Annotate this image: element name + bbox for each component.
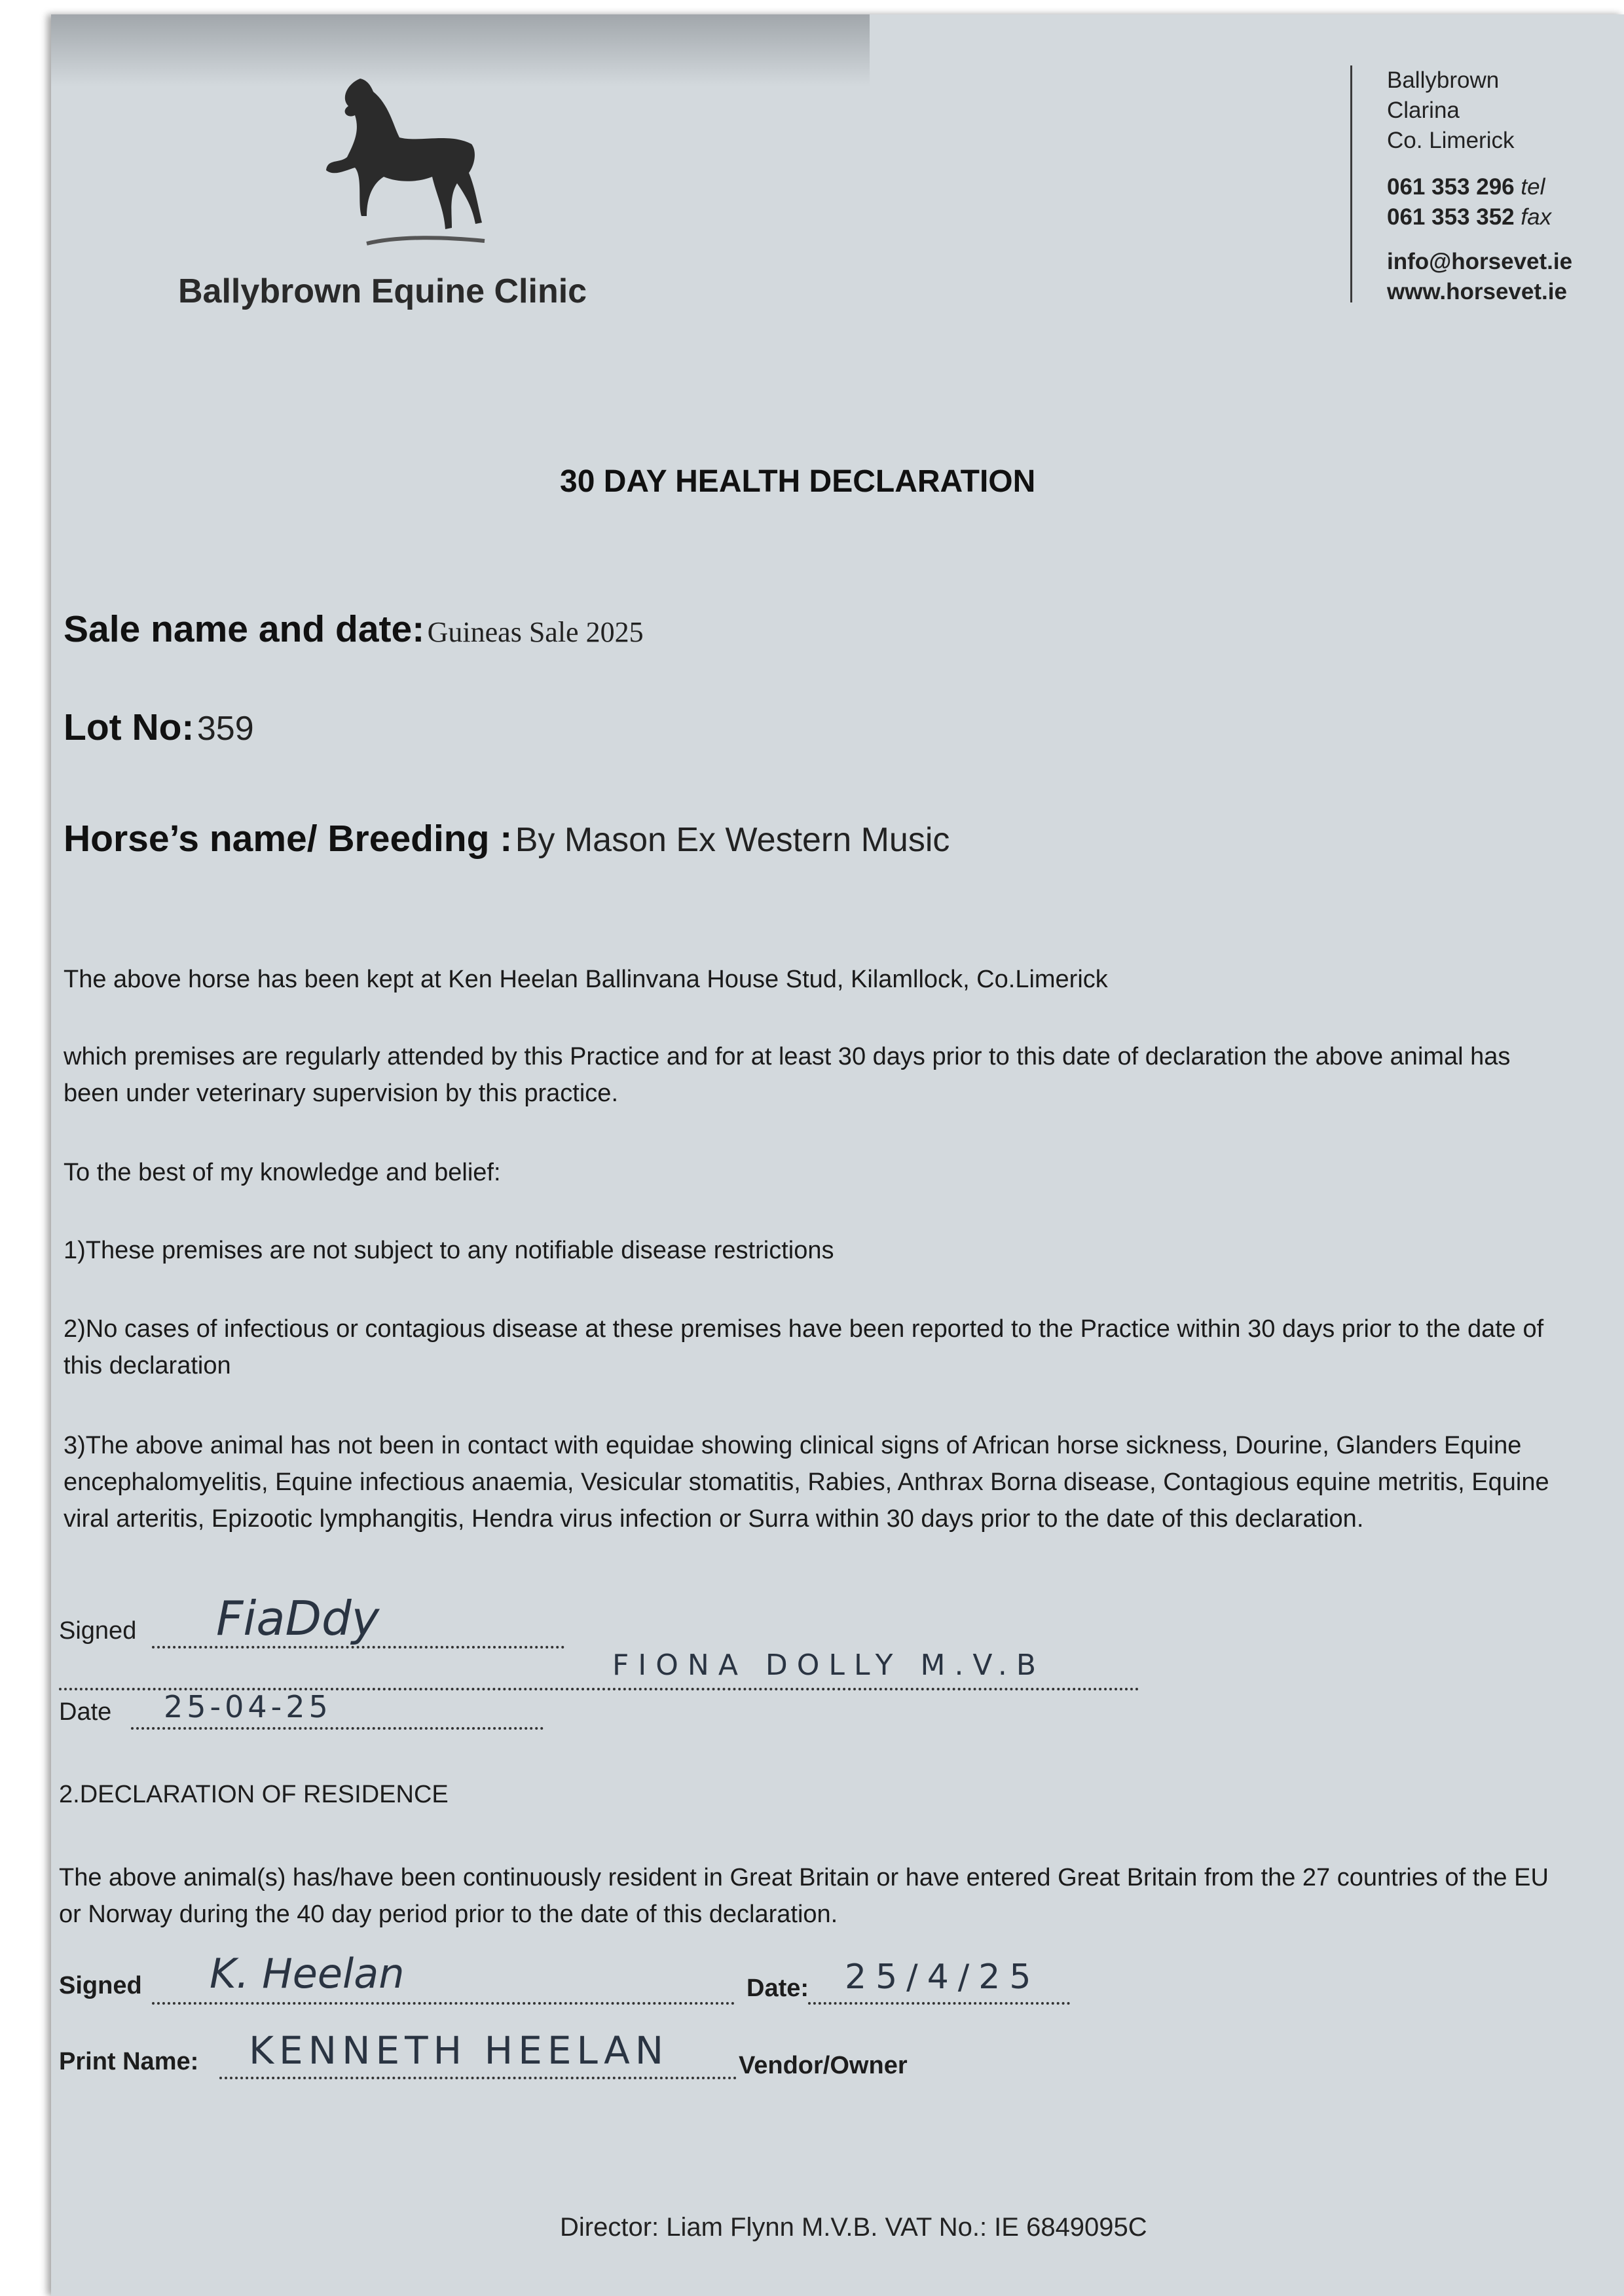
tel-line xyxy=(1387,174,1545,200)
print-name-value: KENNETH HEELAN xyxy=(249,2028,669,2073)
owner-signed-label: Signed xyxy=(59,1972,142,1999)
residence-text: The above animal(s) has/have been continuously resident in Great Britain or have entered Great Britain from the 27 countries of the EU or Norway during the 40 day period prior to the date of this declaration. xyxy=(59,1864,1549,1928)
footer-text: Director: Liam Flynn M.V.B. VAT No.: IE 6849095C xyxy=(560,2213,1147,2242)
document-title: 30 DAY HEALTH DECLARATION xyxy=(560,464,1036,499)
vet-date-label: Date xyxy=(59,1698,112,1726)
owner-date-label: Date: xyxy=(747,1975,809,2002)
address-line: Clarina xyxy=(1387,98,1460,123)
lot-field xyxy=(64,706,254,749)
vet-date-value: 25-04-25 xyxy=(164,1689,332,1724)
vendor-owner-label: Vendor/Owner xyxy=(739,2052,908,2079)
rearing-horse-logo-icon xyxy=(321,72,491,255)
website-link[interactable]: www.horsevet.ie xyxy=(1387,279,1567,304)
vet-printed-name: FIONA DOLLY M.V.B xyxy=(612,1649,1046,1682)
vet-signed-label: Signed xyxy=(59,1617,137,1645)
item-3: 3)The above animal has not been in contact with equidae showing clinical signs of African horse sickness, Dourine, Glanders Equine encephalomyelitis, Equine infectious anaemia, Vesicular stomatitis, Rabies, Anthrax Borna disease, Contagious equine metritis, Equine viral arteritis, Epizootic lymphangitis, Hendra virus infection or Surra within 30 days prior to the date of this declaration. xyxy=(64,1432,1549,1533)
item-1: 1)These premises are not subject to any notifiable disease restrictions xyxy=(64,1237,834,1264)
address-line: Co. Limerick xyxy=(1387,128,1515,153)
tel-number: 061 353 296 xyxy=(1387,174,1515,200)
fax-number: 061 353 352 xyxy=(1387,204,1515,230)
address-line: Ballybrown xyxy=(1387,67,1500,93)
vet-signature: FiaDdy xyxy=(216,1591,380,1646)
header-divider xyxy=(1350,65,1352,302)
owner-signature: K. Heelan xyxy=(210,1950,405,1997)
owner-signature-line xyxy=(152,1997,735,2005)
item-2: 2)No cases of infectious or contagious disease at these premises have been reported to the Practice within 30 days prior to the date of this declaration xyxy=(64,1315,1544,1379)
sale-field xyxy=(64,608,644,651)
fax-line xyxy=(1387,204,1551,230)
lot-value: 359 xyxy=(196,710,254,748)
kept-at-paragraph: The above horse has been kept at Ken Heelan Ballinvana House Stud, Kilamllock, Co.Limerick xyxy=(64,966,1108,993)
premises-paragraph: which premises are regularly attended by this Practice and for at least 30 days prior to this date of declaration the above animal has been under veterinary supervision by this practice. xyxy=(64,1043,1511,1107)
owner-date-value: 25/4/25 xyxy=(845,1958,1041,1997)
print-name-label: Print Name: xyxy=(59,2048,199,2075)
residence-heading: 2.DECLARATION OF RESIDENCE xyxy=(59,1781,449,1808)
belief-paragraph: To the best of my knowledge and belief: xyxy=(64,1159,501,1186)
horse-label: Horse’s name/ Breeding : xyxy=(64,818,513,860)
horse-field xyxy=(64,817,950,860)
horse-value: By Mason Ex Western Music xyxy=(515,821,950,859)
lot-label: Lot No: xyxy=(64,706,194,748)
sale-label: Sale name and date: xyxy=(64,608,425,650)
owner-date-line xyxy=(808,1997,1070,2005)
email-link[interactable]: info@horsevet.ie xyxy=(1387,249,1573,274)
clinic-name: Ballybrown Equine Clinic xyxy=(178,272,587,310)
tel-label: tel xyxy=(1521,174,1545,200)
fax-label: fax xyxy=(1521,204,1552,230)
sale-value: Guineas Sale 2025 xyxy=(427,616,644,648)
